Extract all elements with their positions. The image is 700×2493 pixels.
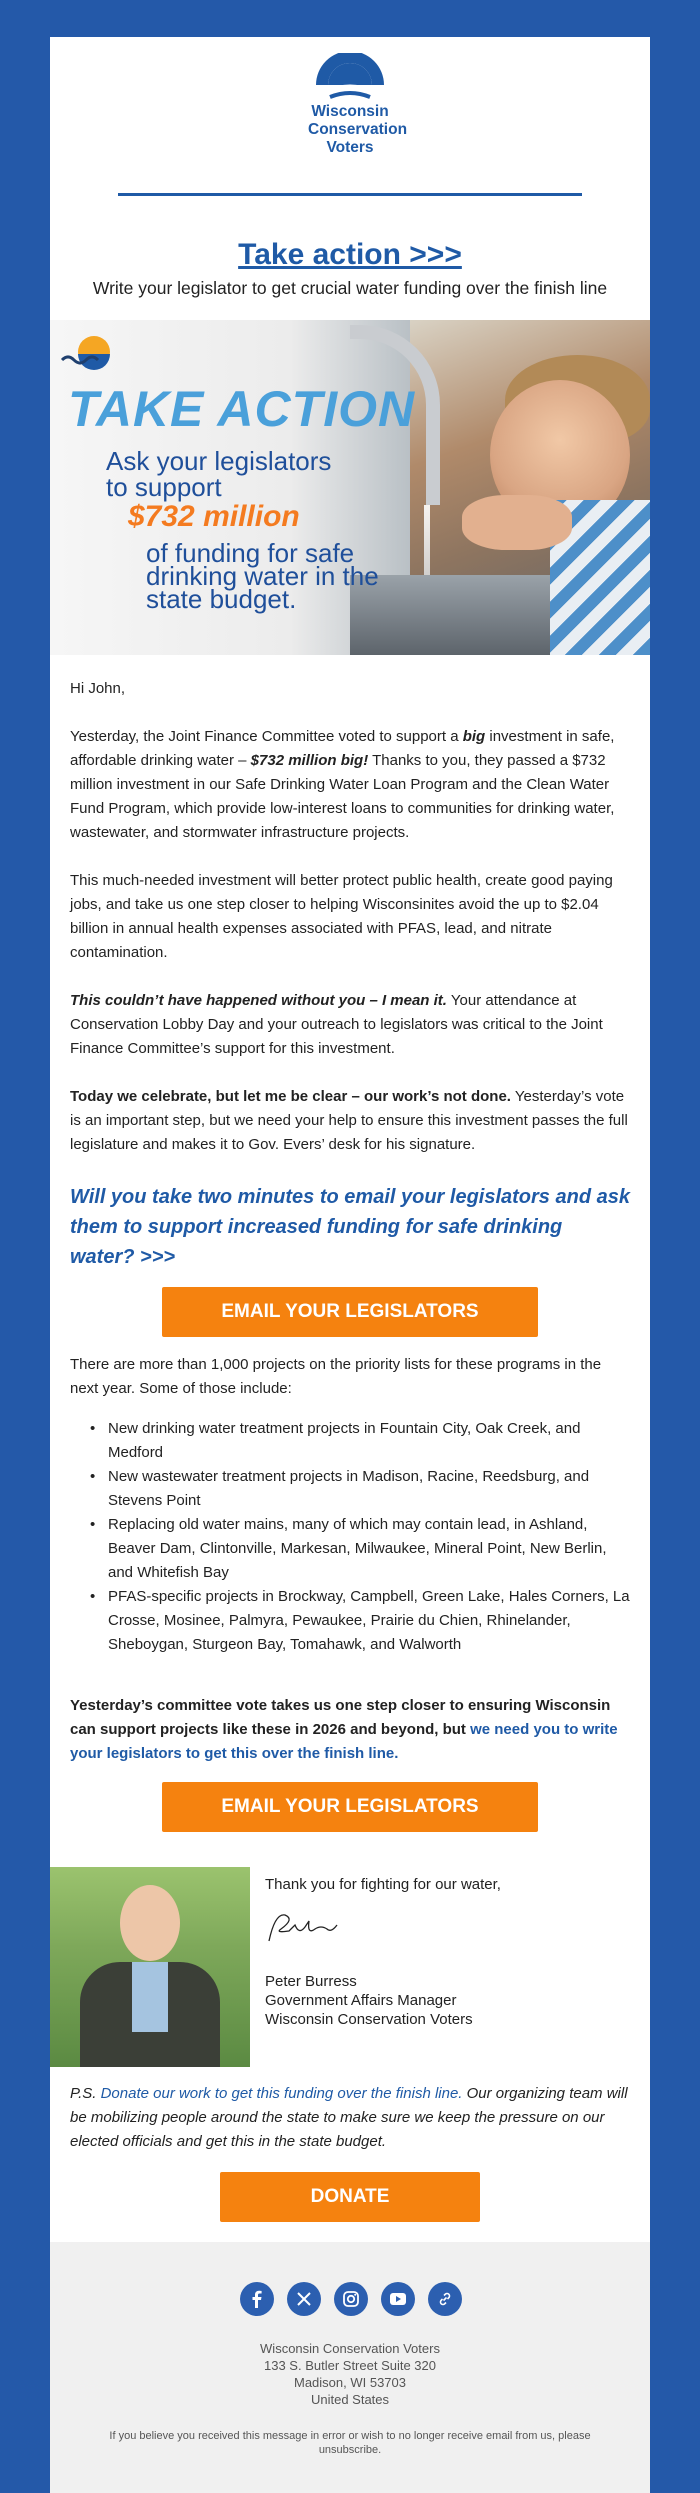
paragraph-1 <box>70 725 630 845</box>
youtube-icon[interactable] <box>381 2282 415 2316</box>
take-action-link[interactable]: Take action >>> <box>238 238 462 271</box>
hero-amount: $732 million <box>128 500 300 533</box>
ps-rest: Our organizing team will be mobilizing people around the state to make sure we keep the pressure on our elected officials and get this in the state budget. <box>70 2085 628 2150</box>
write-legislators-link[interactable]: we need you to write your legislators to get this over the finish line. <box>70 1721 618 1762</box>
action-subtitle: Write your legislator to get crucial water funding over the finish line <box>92 278 608 298</box>
paragraph-2: This much-needed investment will better protect public health, create good paying jobs, and take us one step closer to helping Wisconsinites avoid the up to $2.04 billion in annual health expenses associated with PFAS, lead, and nitrate contamination. <box>70 872 613 961</box>
link-icon[interactable] <box>428 2282 462 2316</box>
signer-name: Peter Burress <box>265 1973 357 1990</box>
p1-emphasis-amount: $732 million big! <box>250 752 369 769</box>
social-links <box>240 2282 462 2316</box>
p1-text-b: investment in safe, affordable drinking water – <box>70 728 615 769</box>
paragraph-4 <box>70 1085 630 1157</box>
signer-org: Wisconsin Conservation Voters <box>265 2011 473 2028</box>
unsubscribe-note[interactable]: If you believe you received this message in error or wish to no longer receive email from us, please unsubscribe. <box>109 2430 591 2456</box>
signer-photo-shirt <box>132 1962 168 2032</box>
p6-bold: Yesterday’s committee vote takes us one step closer to ensuring Wisconsin can support projects like these in 2026 and beyond, but <box>70 1697 611 1738</box>
list-item: • PFAS-specific projects in Brockway, Campbell, Green Lake, Hales Corners, La Crosse, Mosinee, Palmyra, Pewaukee, Prairie du Chien, Rhinelander, Sheboygan, Sturgeon Bay, Tomahawk, and Walworth <box>90 1585 630 1657</box>
logo-line-3: Voters <box>326 139 374 156</box>
address-name: Wisconsin Conservation Voters <box>260 2341 440 2356</box>
p4-bold: Today we celebrate, but let me be clear – our work’s not done. <box>70 1088 511 1105</box>
hero-line-1: Ask your legislators <box>106 446 332 476</box>
address-country: United States <box>310 2392 390 2407</box>
signature-thanks: Thank you for fighting for our water, <box>265 1876 501 1893</box>
p1-text-c: Thanks to you, they passed a $732 million investment in our Safe Drinking Water Loan Program and the Clean Water Fund Program, which provide low-interest loans to communities for drinking water, wastewater, and stormwater infrastructure projects. <box>70 752 615 841</box>
greeting: Hi John, <box>70 680 126 697</box>
ps-prefix: P.S. <box>70 2085 101 2102</box>
hero-banner[interactable] <box>50 320 650 655</box>
x-icon[interactable] <box>287 2282 321 2316</box>
hero-logo-icon <box>60 334 122 374</box>
paragraph-5: There are more than 1,000 projects on the priority lists for these programs in the next year. Some of those include: <box>70 1356 602 1397</box>
mailing-address <box>50 2340 650 2408</box>
footer <box>50 2242 650 2493</box>
hero-line-2: to support <box>106 472 222 502</box>
postscript <box>70 2082 630 2154</box>
signer-photo-face <box>120 1885 180 1961</box>
donate-button[interactable]: DONATE <box>220 2172 480 2222</box>
hero-photo-hands <box>462 495 572 550</box>
p1-emphasis-big: big <box>462 728 486 745</box>
logo-text <box>308 103 408 157</box>
instagram-icon[interactable] <box>334 2282 368 2316</box>
hero-line-3: of funding for safe drinking water in the state budget. <box>146 538 379 614</box>
signer-title: Government Affairs Manager <box>265 1992 457 2009</box>
email-legislators-button[interactable]: EMAIL YOUR LEGISLATORS <box>162 1287 538 1337</box>
p3-bold: This couldn’t have happened without you – I mean it. <box>70 992 447 1009</box>
wcv-logo[interactable] <box>308 53 408 157</box>
address-street: 133 S. Butler Street Suite 320 <box>264 2358 436 2373</box>
paragraph-3 <box>70 989 630 1061</box>
p3-rest: Your attendance at Conservation Lobby Day and your outreach to legislators was critical to the Joint Finance Committee’s support for this investment. <box>70 992 603 1057</box>
handwritten-signature <box>265 1907 345 1947</box>
wcv-logo-icon <box>312 53 388 99</box>
signer-photo <box>50 1867 250 2067</box>
facebook-icon[interactable] <box>240 2282 274 2316</box>
projects-list <box>90 1417 630 1657</box>
p1-text-a: Yesterday, the Joint Finance Committee voted to support a <box>70 728 463 745</box>
logo-line-1: Wisconsin <box>311 103 389 120</box>
p4-rest: Yesterday’s vote is an important step, but we need your help to ensure this investment passes the full legislature and makes it to Gov. Evers’ desk for his signature. <box>70 1088 628 1153</box>
donate-link[interactable]: Donate our work to get this funding over the finish line. <box>100 2085 463 2102</box>
logo-line-2: Conservation <box>308 121 408 138</box>
email-legislators-link[interactable]: Will you take two minutes to email your legislators and ask them to support increased funding for safe drinking water? >>> <box>70 1186 630 1268</box>
address-city: Madison, WI 53703 <box>293 2375 406 2390</box>
list-item: • New wastewater treatment projects in Madison, Racine, Reedsburg, and Stevens Point <box>90 1465 630 1513</box>
list-item: • New drinking water treatment projects in Fountain City, Oak Creek, and Medford <box>90 1417 630 1465</box>
header-divider <box>118 193 582 196</box>
list-item: • Replacing old water mains, many of which may contain lead, in Ashland, Beaver Dam, Clintonville, Markesan, Milwaukee, Mineral Point, New Berlin, and Whitefish Bay <box>90 1513 630 1585</box>
email-card <box>50 37 650 2493</box>
email-legislators-button-2[interactable]: EMAIL YOUR LEGISLATORS <box>162 1782 538 1832</box>
paragraph-6 <box>70 1694 630 1766</box>
hero-title: TAKE ACTION <box>68 381 416 437</box>
